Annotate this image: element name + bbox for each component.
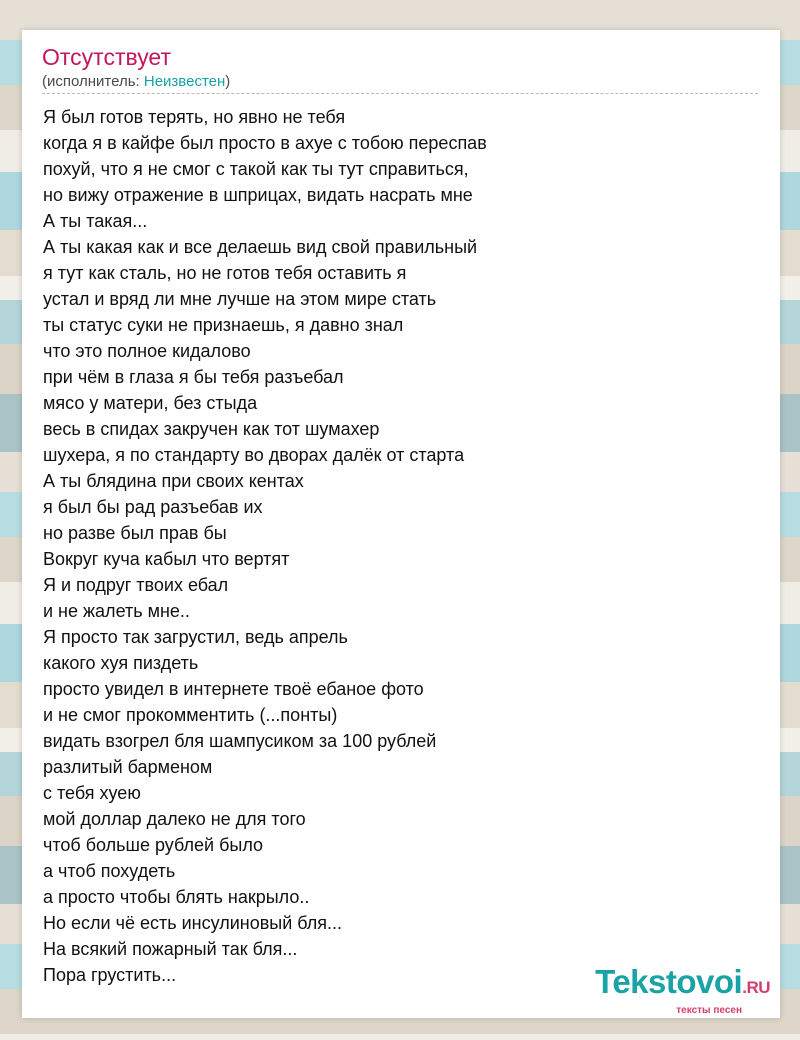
lyric-line: Я просто так загрустил, ведь апрель — [43, 627, 348, 647]
lyric-line: и не смог прокомментить (...понты) — [43, 705, 338, 725]
lyric-line: Но если чё есть инсулиновый бля... — [43, 913, 343, 933]
lyric-line: какого хуя пиздеть — [43, 653, 199, 673]
lyric-line: при чём в глаза я бы тебя разъебал — [43, 367, 344, 387]
artist-suffix: ) — [225, 73, 231, 90]
lyric-line: а чтоб похудеть — [43, 861, 176, 881]
lyric-line: А ты блядина при своих кентах — [43, 471, 304, 491]
lyric-line: весь в спидах закручен как тот шумахер — [43, 419, 380, 439]
lyric-line: я был бы рад разъебав их — [43, 497, 263, 517]
lyric-line: А ты такая... — [43, 211, 148, 231]
lyric-line: я тут как сталь, но не готов тебя оставить я — [43, 263, 407, 283]
lyric-line: но вижу отражение в шприцах, видать насрать мне — [43, 185, 473, 205]
title-divider — [42, 93, 758, 94]
lyric-line: но разве был прав бы — [43, 523, 227, 543]
logo-tagline: тексты песен — [676, 1005, 742, 1016]
lyric-line: Вокруг куча кабыл что вертят — [43, 549, 290, 569]
logo-name: Tekstovoi — [595, 963, 743, 1000]
lyric-line: что это полное кидалово — [43, 341, 251, 361]
artist-line — [42, 72, 230, 92]
song-title: Отсутствует — [42, 44, 171, 70]
lyric-line: и не жалеть мне.. — [43, 601, 190, 621]
lyric-line: А ты какая как и все делаешь вид свой правильный — [43, 237, 478, 257]
lyric-line: похуй, что я не смог с такой как ты тут справиться, — [43, 159, 469, 179]
lyric-line: просто увидел в интернете твоё ебаное фото — [43, 679, 424, 699]
site-logo[interactable] — [595, 965, 770, 1016]
lyrics-card — [22, 30, 780, 1018]
lyric-line: видать взогрел бля шампусиком за 100 рублей — [43, 731, 437, 751]
lyric-line: а просто чтобы блять накрыло.. — [43, 887, 310, 907]
lyric-line: Я и подруг твоих ебал — [43, 575, 229, 595]
artist-prefix: (исполнитель: — [42, 73, 144, 90]
artist-link[interactable]: Неизвестен — [143, 73, 226, 90]
lyric-line: На всякий пожарный так бля... — [43, 939, 298, 959]
lyric-line: чтоб больше рублей было — [43, 835, 264, 855]
lyric-line: с тебя хуею — [43, 783, 141, 803]
lyrics-text — [43, 104, 487, 988]
lyric-line: мой доллар далеко не для того — [43, 809, 306, 829]
lyric-line: шухера, я по стандарту во дворах далёк от старта — [43, 445, 465, 465]
lyric-line: разлитый барменом — [43, 757, 213, 777]
lyric-line: устал и вряд ли мне лучше на этом мире стать — [43, 289, 437, 309]
logo-wordmark — [595, 965, 770, 1005]
lyric-line: Пора грустить... — [43, 965, 177, 985]
lyric-line: мясо у матери, без стыда — [43, 393, 258, 413]
logo-tld: .RU — [742, 978, 770, 997]
lyric-line: ты статус суки не признаешь, я давно знал — [43, 315, 404, 335]
lyric-line: когда я в кайфе был просто в ахуе с тобою переспав — [43, 133, 487, 153]
lyric-line: Я был готов терять, но явно не тебя — [43, 107, 346, 127]
